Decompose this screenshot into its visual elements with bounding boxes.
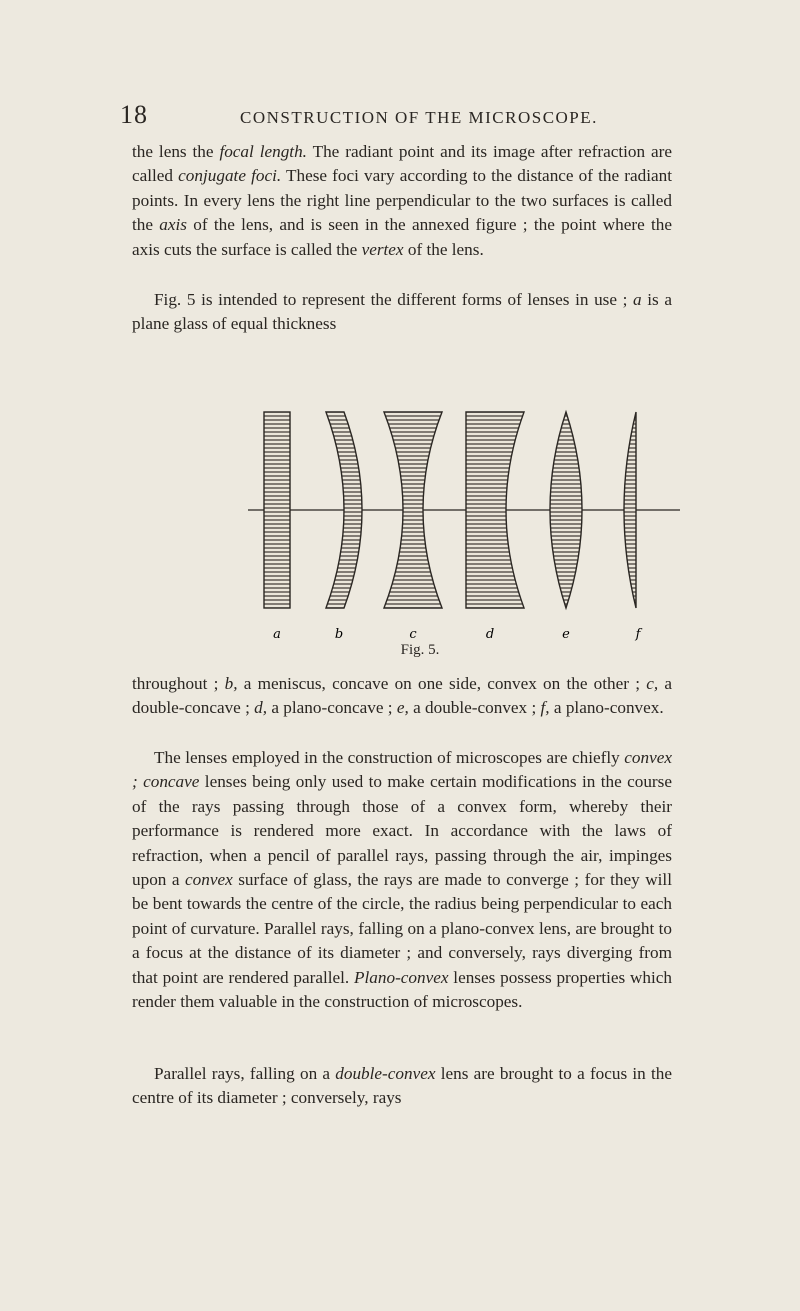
lens-forms-figure — [244, 406, 684, 654]
italic-run: e, — [396, 698, 409, 718]
paragraph-focal-length — [132, 140, 672, 262]
italic-run: a — [633, 290, 642, 309]
text-run: The radiant point and its image after refraction are called — [132, 142, 672, 186]
text-run: The lenses employed in the construction of microscopes are chiefly — [154, 748, 625, 767]
italic-run: vertex — [361, 239, 404, 259]
text-run: lenses possess properties which render them valuable in the construction of microscopes. — [132, 967, 672, 1012]
label-c: c — [409, 627, 417, 642]
lens-e-double-convex — [550, 412, 582, 608]
figure-caption: Fig. 5. — [400, 642, 440, 658]
text-run: a meniscus, concave on one side, convex on the other ; — [237, 674, 647, 693]
label-e: e — [562, 627, 570, 642]
text-run: These foci vary according to the distance of the radiant points. In every lens the right line perpendicular to the two surfaces is called the — [132, 166, 672, 235]
italic-run: convex ; concave — [132, 748, 672, 792]
italic-run: b, — [224, 674, 238, 693]
text-run: the lens the — [132, 142, 220, 161]
text-run: of the lens, and is seen in the annexed figure ; the point where the axis cuts the surface is called the — [132, 215, 673, 259]
lens-a-plane-glass — [264, 412, 290, 608]
italic-run: convex — [185, 870, 233, 890]
italic-run: double-convex — [335, 1064, 436, 1083]
label-f: f — [635, 627, 641, 642]
text-run: lenses being only used to make certain modifications in the course of the rays passing through those of a convex form, whereby their performance is rendered more exact. In accordance with the laws of refraction, when a pencil of parallel rays, passing through the air, impinges upon a — [132, 772, 672, 890]
paragraph-fig5-intro — [132, 288, 672, 337]
paragraph-convex-lenses — [132, 746, 672, 1014]
italic-run: focal length. — [219, 142, 307, 161]
text-run: is a plane glass of equal thickness — [132, 290, 673, 334]
page-number: 18 — [120, 100, 148, 129]
text-run: surface of glass, the rays are made to converge ; for they will be bent towards the centre of the circle, the radius being perpendicular to each point of curvature. Parallel rays, falling on a plano-convex lens, are brought to a focus at the distance of its diameter ; and conversely, rays diverging from that point are rendered parallel. — [132, 870, 672, 987]
label-d: d — [485, 627, 495, 642]
text-run: a plano-convex. — [549, 698, 664, 718]
text-run: a double-concave ; — [132, 674, 672, 718]
text-run: lens are brought to a focus in the centre of its diameter ; conversely, rays — [132, 1064, 673, 1108]
paragraph-double-convex — [132, 1062, 672, 1111]
italic-run: conjugate foci. — [178, 166, 282, 186]
text-run: Parallel rays, falling on a — [154, 1064, 336, 1083]
text-run: a plano-concave ; — [267, 698, 397, 718]
page-header — [0, 100, 800, 140]
italic-run: axis — [159, 215, 187, 235]
label-a: a — [273, 627, 281, 642]
italic-run: Plano-convex — [354, 967, 449, 987]
text-run: Fig. 5 is intended to represent the different forms of lenses in use ; — [154, 290, 634, 309]
text-run: throughout ; — [132, 674, 225, 693]
italic-run: f, — [540, 698, 550, 718]
text-run: of the lens. — [403, 239, 484, 259]
lens-f-plano-convex — [624, 412, 636, 608]
paragraph-lens-types — [132, 672, 672, 721]
running-head: CONSTRUCTION OF THE MICROSCOPE. — [240, 108, 598, 127]
italic-run: d, — [254, 698, 268, 718]
label-b: b — [334, 627, 344, 642]
italic-run: c, — [646, 674, 659, 693]
text-run: a double-convex ; — [408, 698, 541, 718]
